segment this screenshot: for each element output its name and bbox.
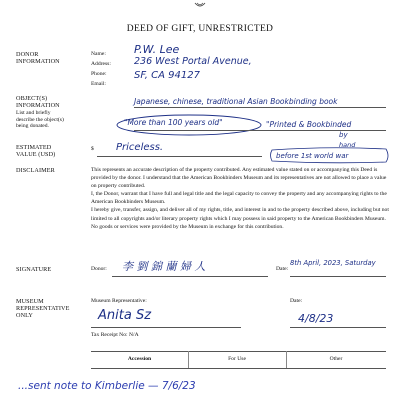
signature-date-label: Date: bbox=[276, 266, 289, 272]
donor-phone-label: Phone: bbox=[91, 71, 107, 77]
objects-line3-right: by bbox=[339, 131, 348, 139]
footer-cell-for-use: For Use bbox=[228, 356, 246, 362]
donor-address-line1: 236 West Portal Avenue, bbox=[134, 56, 252, 67]
footer-cell-accession: Accession bbox=[127, 356, 152, 362]
museum-rep-signature: Anita Sz bbox=[98, 308, 152, 323]
objects-line2-circled: "More than 100 years old" bbox=[124, 118, 223, 127]
value-underline bbox=[97, 156, 262, 157]
objects-line1: Japanese, chinese, traditional Asian Bookbinding book bbox=[134, 97, 338, 106]
signature-section-label: SIGNATURE bbox=[16, 266, 52, 273]
page-title: DEED OF GIFT, UNRESTRICTED bbox=[126, 24, 274, 34]
museum-date-value: 4/8/23 bbox=[298, 312, 334, 325]
tax-receipt: Tax Receipt No: N/A bbox=[91, 332, 139, 338]
objects-underline-1 bbox=[134, 107, 386, 108]
footer-cell-other: Other bbox=[329, 356, 343, 362]
donor-name-value: P.W. Lee bbox=[134, 43, 180, 56]
value-currency: $ bbox=[91, 146, 94, 152]
museum-section-label: MUSEUM REPRESENTATIVE ONLY bbox=[16, 298, 70, 320]
letterhead-ornament-icon bbox=[194, 2, 206, 9]
objects-helper-text: List and briefly describe the object(s) being donated. bbox=[16, 110, 64, 130]
donor-signature: 李 劉 錦 蘭 婦 人 bbox=[122, 260, 206, 273]
objects-section-label: OBJECT(S) INFORMATION bbox=[16, 95, 60, 110]
disclaimer-text: This represents an accurate description of the property contributed. Any estimated value stated on or accompanying this Deed is provided by the donor. I understand that the American Bookbinders Museum and its representatives are not allowed to place a value on property contributed. I, the Donor, warrant that I have full and legal title and the legal capacity to convey the property and any accompanying rights to the American Bookbinders Museum. I hereby give, transfer, assign, and deliver all of my rights, title, and interest in and to the property described above, including but not limited to all copyrights and/or literary property rights which I may possess in said property to the American Bookbinders Museum. No goods or services were provided by the Museum in exchange for this contribution. bbox=[91, 167, 389, 230]
donor-email-label: Email: bbox=[91, 81, 106, 87]
donor-signature-line bbox=[112, 276, 268, 277]
signature-date-value: 8th April, 2023, Saturday bbox=[290, 259, 376, 267]
objects-line4-right: hand bbox=[339, 141, 356, 149]
museum-rep-label: Museum Representative: bbox=[91, 298, 147, 304]
footer-table-top-rule bbox=[91, 351, 386, 352]
footer-table-bottom-rule bbox=[91, 368, 386, 369]
donor-section-label: DONOR INFORMATION bbox=[16, 51, 60, 66]
value-amount: Priceless. bbox=[116, 142, 164, 153]
bottom-handwritten-note: ...sent note to Kimberlie — 7/6/23 bbox=[18, 380, 196, 392]
signature-donor-label: Donor: bbox=[91, 266, 107, 272]
signature-date-line bbox=[290, 276, 386, 277]
disclaimer-section-label: DISCLAIMER bbox=[16, 167, 55, 174]
objects-underline-2 bbox=[134, 130, 386, 131]
value-section-label: ESTIMATED VALUE (USD) bbox=[16, 144, 56, 159]
donor-address-label: Address: bbox=[91, 61, 111, 67]
objects-line2-right: "Printed & Bookbinded bbox=[266, 120, 352, 129]
museum-date-label: Date: bbox=[290, 298, 303, 304]
objects-line5-right: before 1st world war bbox=[276, 152, 349, 160]
museum-date-line bbox=[290, 327, 386, 328]
donor-name-label: Name: bbox=[91, 51, 106, 57]
museum-rep-signature-line bbox=[91, 327, 241, 328]
donor-address-line2: SF, CA 94127 bbox=[134, 70, 200, 81]
